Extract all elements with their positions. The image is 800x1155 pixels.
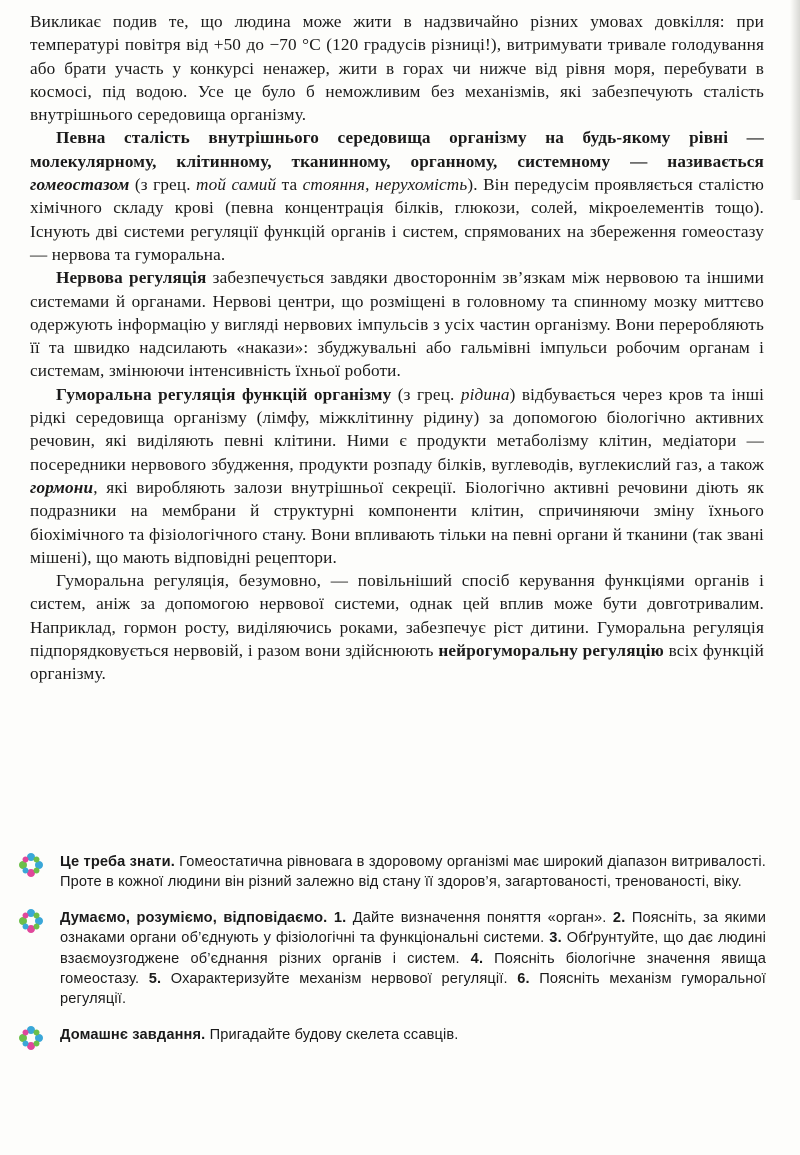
box-must-know: Це треба знати. Гомеостатична рівновага в здоровому організмі має широкий діапазон витривалості. Проте в кожної людини він різний залежно від стану її здоров’я, загартованості, тренованості, віку.: [18, 852, 766, 893]
page-edge-shadow: [790, 0, 800, 200]
box-questions: Думаємо, розуміємо, відповідаємо. 1. Дайте визначення поняття «орган». 2. Поясніть, за якими ознаками органи об’єднують у фізіологічні та функціональні системи. 3. Обґрунтуйте, що дає людині взаємоузгоджене об’єднання різних органів і систем. 4. Поясніть біологічне значення явища гомеостазу. 5. Охарактеризуйте механізм нервової регуляції. 6. Поясніть механізм гуморальної регуляції.: [18, 908, 766, 1010]
term-humoral-regulation: Гуморальна регуляція функцій організму: [56, 384, 392, 404]
box-title-must-know: Це треба знати.: [60, 854, 175, 870]
box-title-homework: Домашнє завдання.: [60, 1026, 206, 1043]
flower-icon: [18, 1025, 44, 1051]
box-title-questions: Думаємо, розуміємо, відповідаємо.: [60, 909, 328, 926]
paragraph-intro: Викликає подив те, що людина може жити в надзвичайно різних умовах довкілля: при температурі повітря від +50 до −70 °С (120 градусів різниці!), витримувати тривале голодування або брати участь у конкурсі ненажер, жити в горах чи нижче від рівня моря, перебувати в космосі, під водою. Усе це було б неможливим без механізмів, які забезпечують сталість внутрішнього середовища організму.: [30, 12, 764, 125]
definition-bold: Певна сталість внутрішнього середовища організму на будь-якому рівні — молекулярному, клітинному, тканинному, органному, системному — називається: [30, 128, 764, 171]
paragraph-humoral-regulation: Гуморальна регуляція функцій організму (з грец. рідина) відбувається через кров та інші рідкі середовища організму (лімфу, міжклітинну рідину) за допомогою біологічно активних речовин, які виділяють певні клітини. Ними є продукти метаболізму клітин, медіатори — посередники нервового збудження, продукти розпаду білків, вуглеводів, вуглекислий газ, а також гормони, які виробляють залози внутрішньої секреції. Біологічно активні речовини діють як подразники на мембрани й структурні компоненти клітин, спричиняючи зміну їхнього біохімічного та фізіологічного стану. Вони впливають тільки на певні органи й тканини (так звані мішені), що мають відповідні рецептори.: [30, 384, 765, 567]
info-boxes: [18, 852, 766, 1060]
term-homeostasis: гомеостазом: [30, 175, 130, 195]
flower-icon: [18, 908, 44, 934]
box-homework: Домашнє завдання. Пригадайте будову скелета ссавців.: [18, 1025, 766, 1045]
term-neurohumoral-regulation: нейрогуморальну регуляцію: [438, 641, 664, 661]
term-hormones: гормони: [30, 477, 94, 497]
main-text: [30, 10, 764, 686]
paragraph-nervous-regulation: Нервова регуляція забезпечується завдяки двостороннім зв’язкам між нервовою та іншими системами й органами. Нервові центри, що розміщені в головному та спинному мозку миттєво одержують інформацію у вигляді нервових імпульсів з усіх частин організму. Вони переробляють її та швидко надсилають «накази»: збуджувальні або гальмівні імпульси робочим органам і системам, змінюючи інтенсивність їхньої роботи.: [30, 268, 764, 381]
flower-icon: [18, 852, 44, 878]
paragraph-neurohumoral: Гуморальна регуляція, безумовно, — повільніший спосіб керування функціями органів і систем, аніж за допомогою нервової системи, однак цей вплив може бути довготривалим. Наприклад, гормон росту, виділяючись роками, забезпечує ріст дитини. Гуморальна регуляція підпорядковується нервовій, і разом вони здійснюють нейрогуморальну регуляцію всіх функцій організму.: [30, 571, 765, 684]
term-nervous-regulation: Нервова регуляція: [56, 268, 207, 288]
paragraph-homeostasis: Певна сталість внутрішнього середовища організму на будь-якому рівні — молекулярному, клітинному, тканинному, органному, системному — називається гомеостазом (з грец. той самий та стояння, нерухомість). Він передусім проявляється сталістю хімічного складу крові (певна концентрація білків, глюкози, солей, мікроелементів тощо). Існують дві системи регуляції функцій органів і систем, спрямованих на збереження гомеостазу — нервова та гуморальна.: [30, 128, 765, 264]
